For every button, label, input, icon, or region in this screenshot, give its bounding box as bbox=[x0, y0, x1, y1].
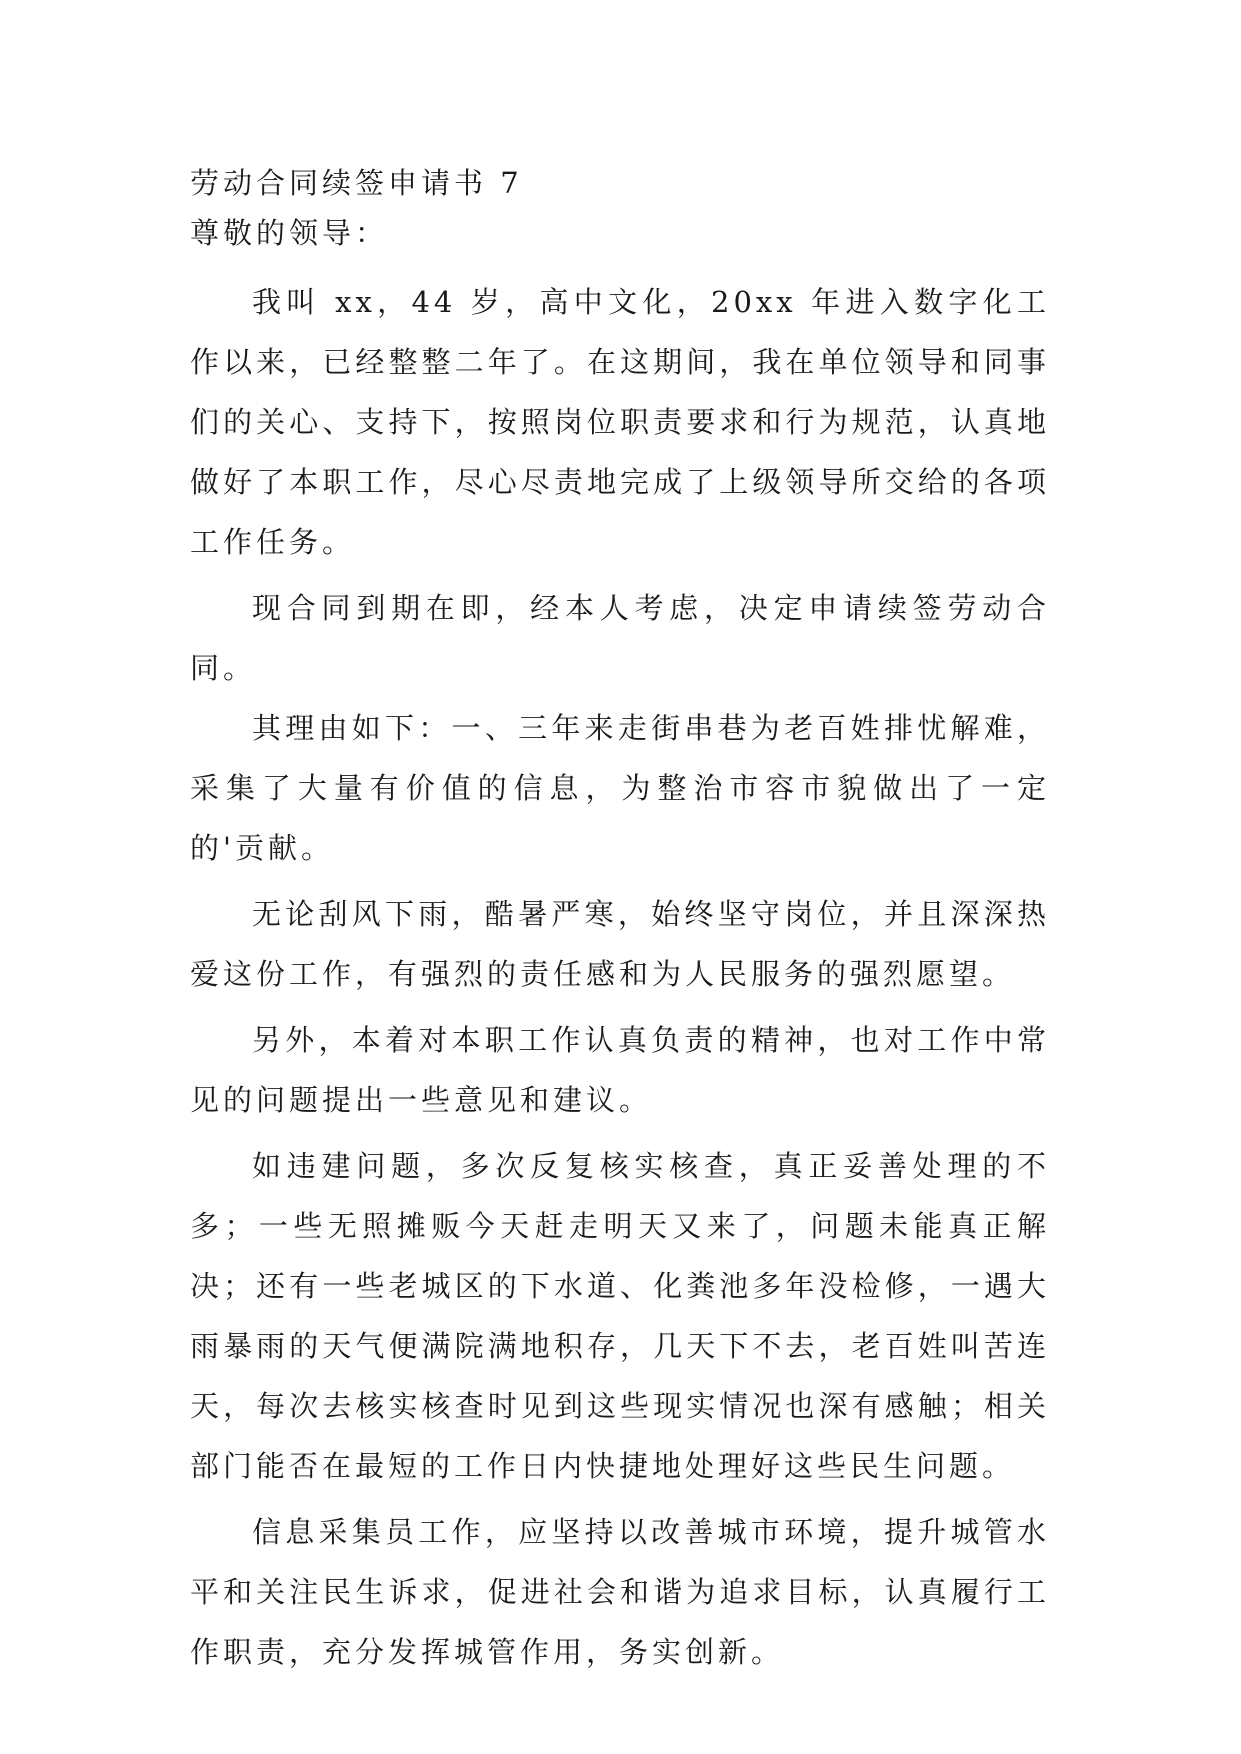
paragraph-intro: 我叫 xx，44 岁，高中文化，20xx 年进入数字化工作以来，已经整整二年了。在这期间，我在单位领导和同事们的关心、支持下，按照岗位职责要求和行为规范，认真地做好了本职工作，尽心尽责地完成了上级领导所交给的各项工作任务。 bbox=[190, 285, 1050, 559]
paragraph-dedication: 无论刮风下雨，酷暑严寒，始终坚守岗位，并且深深热爱这份工作，有强烈的责任感和为人民服务的强烈愿望。 bbox=[190, 897, 1050, 991]
paragraph-decision: 现合同到期在即，经本人考虑，决定申请续签劳动合同。 bbox=[190, 591, 1050, 685]
paragraph-suggestions: 另外，本着对本职工作认真负责的精神，也对工作中常见的问题提出一些意见和建议。 bbox=[190, 1023, 1050, 1117]
paragraph-reason-one: 其理由如下：一、三年来走街串巷为老百姓排忧解难，采集了大量有价值的信息，为整治市容市貌做出了一定的'贡献。 bbox=[190, 711, 1050, 865]
salutation: 尊敬的领导： bbox=[190, 216, 389, 250]
paragraph-goals: 信息采集员工作，应坚持以改善城市环境，提升城管水平和关注民生诉求，促进社会和谐为追求目标，认真履行工作职责，充分发挥城管作用，务实创新。 bbox=[190, 1515, 1050, 1669]
document-title: 劳动合同续签申请书 7 bbox=[190, 166, 523, 200]
paragraph-problems: 如违建问题，多次反复核实核查，真正妥善处理的不多；一些无照摊贩今天赶走明天又来了，问题未能真正解决；还有一些老城区的下水道、化粪池多年没检修，一遇大雨暴雨的天气便满院满地积存，几天下不去，老百姓叫苦连天，每次去核实核查时见到这些现实情况也深有感触；相关部门能否在最短的工作日内快捷地处理好这些民生问题。 bbox=[190, 1149, 1050, 1483]
document-body bbox=[190, 158, 1050, 1688]
